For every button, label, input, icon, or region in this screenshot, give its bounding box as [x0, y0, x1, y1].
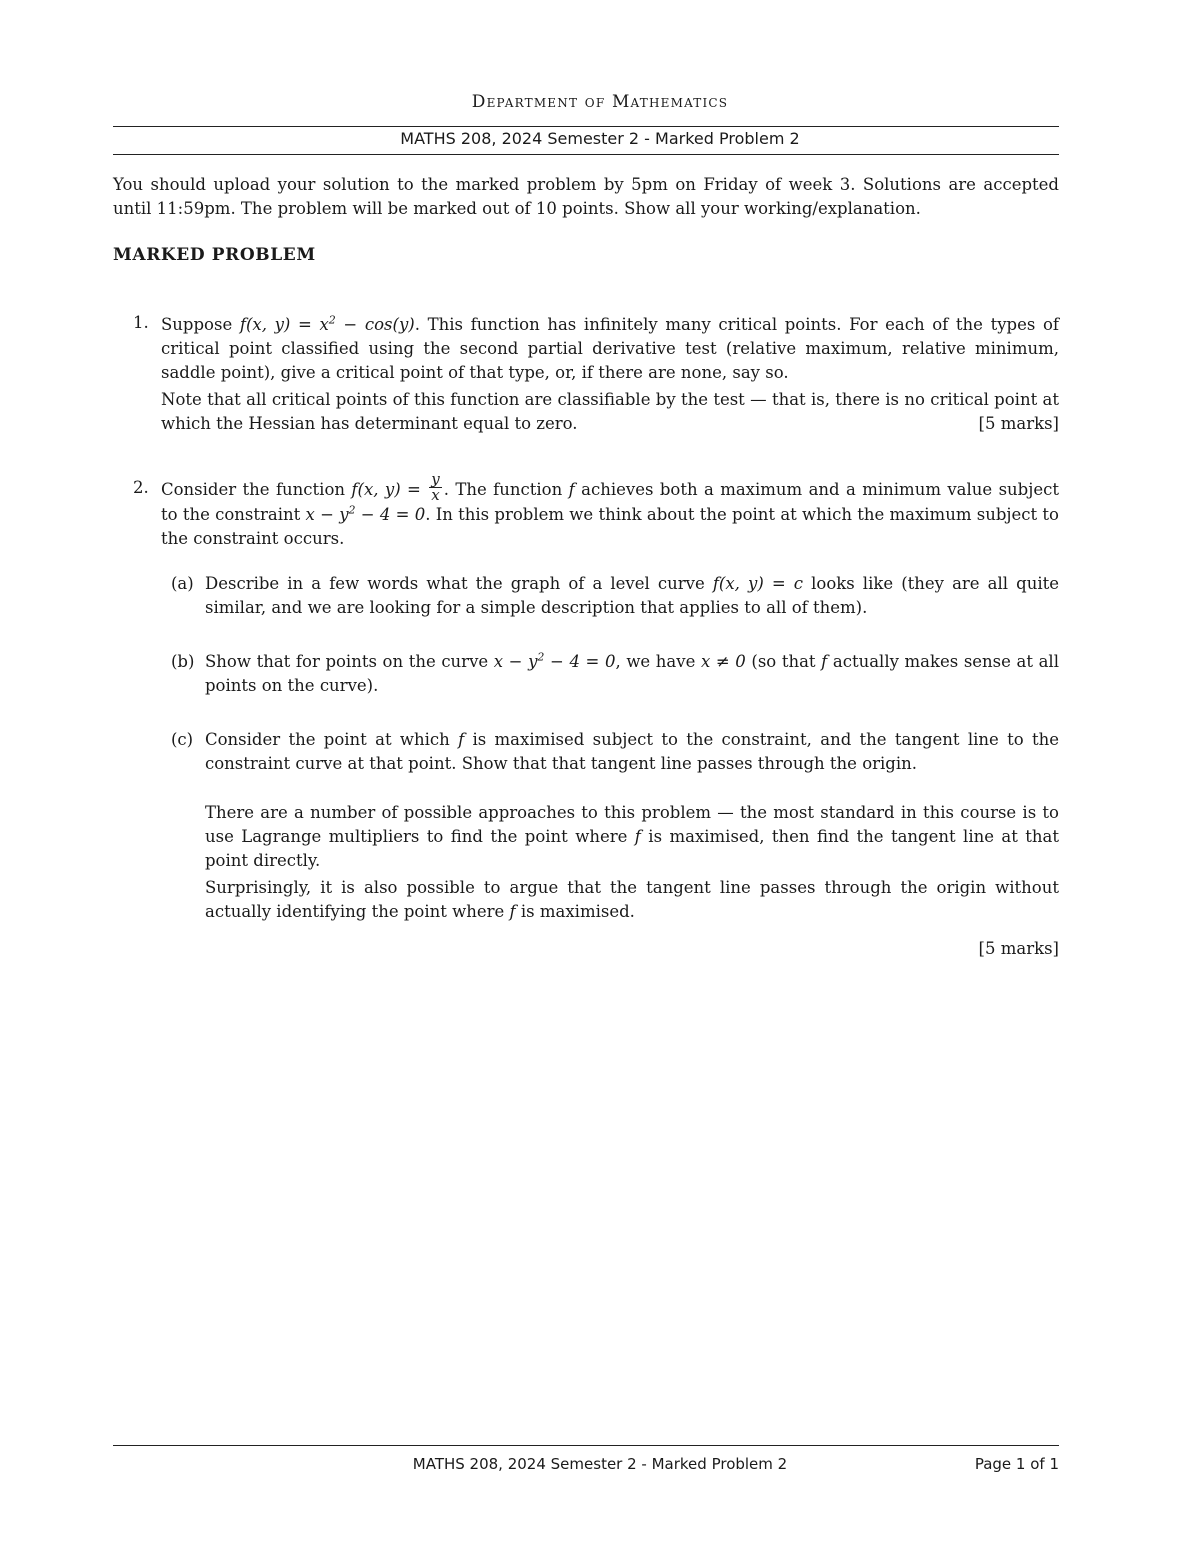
- question-body: [161, 470, 1059, 551]
- constraint-expression: $x - y^2 - 4 = 0$: [305, 503, 426, 524]
- part-text: Consider the point at which f is maximised subject to the constraint, and the tangent line to the constraint curve at that point. Show that that tangent line passes through the origin.: [205, 730, 1059, 773]
- part-c-hint-2: Surprisingly, it is also possible to argue that the tangent line passes through the origin without actually identifying the point where f is maximised.: [205, 878, 1059, 921]
- part-c: [171, 728, 1059, 961]
- section-title: MARKED PROBLEM: [113, 245, 316, 265]
- footer-rule: [113, 1445, 1059, 1446]
- math-expression: $x - y^2 - 4 = 0$: [493, 650, 616, 671]
- math-expression: x ≠ 0: [700, 652, 746, 671]
- course-title: MATHS 208, 2024 Semester 2 - Marked Problem 2: [400, 129, 800, 148]
- text: . This function has infinitely many critical points. For each of the types of critical point classified using the second partial derivative test (relative maximum, relative minimum, saddle point), give a critical point of that type, or, if there are none, say so.: [161, 315, 1060, 382]
- part-text: Show that for points on the curve $x - y^2 - 4 = 0$, we have x ≠ 0 (so that f actually makes sense at all points on the curve).: [205, 650, 1059, 695]
- part-b: [171, 650, 1059, 698]
- text: Suppose: [161, 315, 240, 334]
- math-expression: f(x, $y) = x^2 - \cos(y)$: [239, 313, 415, 334]
- marks-label: [5 marks]: [978, 939, 1059, 958]
- question-body: [161, 313, 1059, 436]
- math-symbol: f: [568, 480, 575, 499]
- math-expression: f(x, y) = c: [712, 574, 804, 593]
- fraction: $\frac{y}{x}$: [431, 470, 440, 504]
- part-a: [171, 572, 1060, 620]
- intro-paragraph: You should upload your solution to the marked problem by 5pm on Friday of week 3. Solutions are accepted until 11:59pm. The problem will be marked out of 10 points. Show all your working/explanation.: [113, 175, 1059, 218]
- department-heading: Department of Mathematics: [471, 92, 729, 112]
- math-expression: f(x, y) =: [351, 480, 428, 499]
- part-text: Describe in a few words what the graph of a level curve f(x, y) = c looks like (they are all quite similar, and we are looking for a simple description that applies to all of them).: [205, 574, 1060, 617]
- part-c-hint-1: There are a number of possible approaches to this problem — the most standard in this course is to use Lagrange multipliers to find the point where f is maximised, then find the tangent line at that point directly.: [205, 803, 1059, 870]
- part-label: (a): [171, 574, 194, 593]
- question-text: Consider the function f(x, y) = $\frac{y}{x}$ . The function f achieves both a maximum and a minimum value subject to the constraint $x - y^2 - 4 = 0$. In this problem we think about the point at which the maximum subject to the constraint occurs.: [161, 470, 1059, 548]
- question-number: 1.: [133, 313, 149, 332]
- question-number: 2.: [133, 478, 149, 497]
- text: Consider the function: [161, 480, 352, 499]
- marks-label: [5 marks]: [978, 414, 1059, 433]
- page-number: Page 1 of 1: [974, 1455, 1059, 1473]
- part-label: (b): [171, 652, 195, 671]
- footer-course-title: MATHS 208, 2024 Semester 2 - Marked Problem 2: [412, 1455, 788, 1473]
- part-label: (c): [171, 730, 194, 749]
- header-rule-top: [113, 126, 1059, 127]
- note-text: Note that all critical points of this function are classifiable by the test — that is, there is no critical point at which the Hessian has determinant equal to zero.: [161, 390, 1059, 433]
- header-rule-bottom: [113, 154, 1059, 155]
- question-note: [161, 388, 1059, 436]
- question-text: [161, 313, 1059, 385]
- marks-line: [205, 937, 1059, 961]
